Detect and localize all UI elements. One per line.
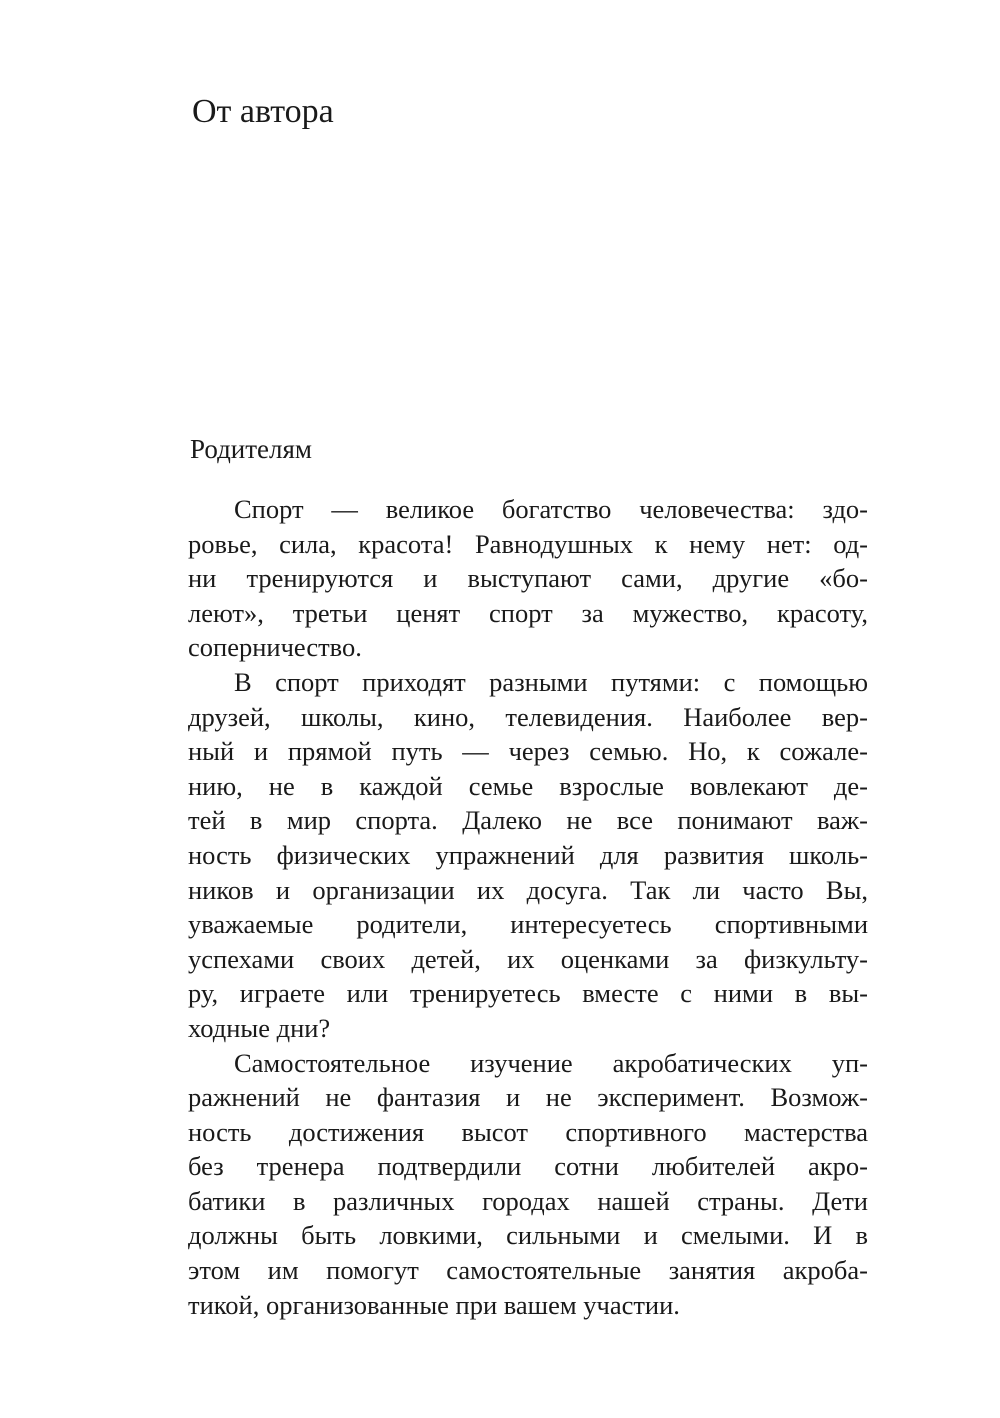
text-line: без тренера подтвердили сотни любителей акро- (188, 1151, 868, 1182)
paragraph (188, 665, 868, 1046)
text-line: успехами своих детей, их оценками за физкульту- (188, 943, 868, 974)
text-line: Самостоятельное изучение акробатических уп- (234, 1047, 868, 1078)
section-title: Родителям (190, 434, 313, 464)
paragraph (188, 1046, 868, 1323)
text-line: Спорт — великое богатство человечества: здо- (234, 494, 868, 524)
text-line: ру, играете или тренируетесь вместе с ними в вы- (188, 978, 868, 1009)
text-line: ровье, сила, красота! Равнодушных к нему нет: од- (188, 528, 868, 559)
text-line: должны быть ловкими, сильными и смелыми. И в (188, 1220, 868, 1251)
text-line: ходные дни? (188, 1012, 331, 1043)
text-line: В спорт приходят разными путями: с помощью (234, 666, 868, 697)
text-line: ников и организации их досуга. Так ли часто Вы, (188, 874, 868, 905)
paragraph (188, 492, 868, 665)
text-line: тикой, организованные при вашем участии. (188, 1289, 680, 1320)
text-line: соперничество. (188, 632, 362, 663)
text-line: нию, не в каждой семье взрослые вовлекают де- (188, 770, 868, 801)
body-text (188, 492, 868, 1322)
text-line: этом им помогут самостоятельные занятия акроба- (188, 1255, 868, 1286)
text-line: леют», третьи ценят спорт за мужество, красоту, (188, 597, 868, 628)
text-line: тей в мир спорта. Далеко не все понимают важ- (188, 805, 868, 836)
text-line: ный и прямой путь — через семью. Но, к сожале- (188, 736, 868, 767)
text-line: ность достижения высот спортивного мастерства (188, 1116, 868, 1147)
text-line: ность физических упражнений для развития школь- (188, 839, 868, 870)
chapter-title: От автора (192, 93, 334, 130)
text-line: ражнений не фантазия и не эксперимент. Возмож- (188, 1082, 868, 1113)
text-line: уважаемые родители, интересуетесь спортивными (188, 909, 868, 940)
text-line: батики в различных городах нашей страны. Дети (188, 1185, 868, 1216)
text-line: ни тренируются и выступают сами, другие «бо- (188, 563, 868, 594)
text-line: друзей, школы, кино, телевидения. Наиболее вер- (188, 701, 868, 732)
